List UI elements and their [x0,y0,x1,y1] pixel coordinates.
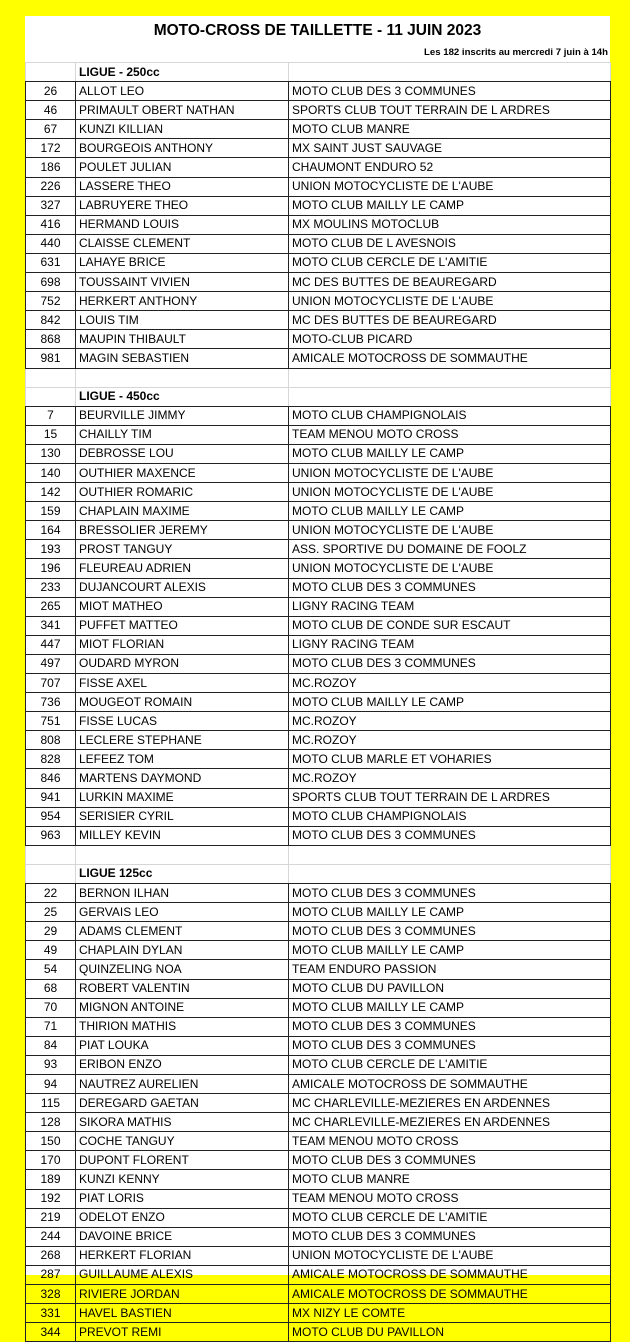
rider-name: HERKERT ANTHONY [76,292,289,311]
rider-number: 226 [26,177,76,196]
rider-name: FISSE LUCAS [76,712,289,731]
table-row [26,1170,611,1189]
rider-number: 170 [26,1151,76,1170]
table-row [26,578,611,597]
rider-number: 963 [26,826,76,845]
rider-number: 142 [26,483,76,502]
rider-name: ADAMS CLEMENT [76,922,289,941]
empty-cell [289,864,611,883]
table-row [26,502,611,521]
rider-number: 15 [26,425,76,444]
table-row [26,654,611,673]
rider-name: LEFEEZ TOM [76,750,289,769]
rider-name: MIGNON ANTOINE [76,998,289,1017]
rider-number: 981 [26,349,76,368]
category-header-row [26,387,611,406]
rider-name: OUTHIER ROMARIC [76,483,289,502]
table-row [26,1151,611,1170]
rider-name: ODELOT ENZO [76,1208,289,1227]
category-label: LIGUE - 250cc [76,63,289,82]
table-row [26,998,611,1017]
rider-name: DEBROSSE LOU [76,444,289,463]
rider-name: LASSERE THEO [76,177,289,196]
table-row [26,158,611,177]
rider-name: DAVOINE BRICE [76,1227,289,1246]
table-row [26,1113,611,1132]
table-row [26,1055,611,1074]
rider-name: KUNZI KILLIAN [76,120,289,139]
rider-club: UNION MOTOCYCLISTE DE L'AUBE [289,521,611,540]
table-row [26,1246,611,1265]
rider-club: MC.ROZOY [289,769,611,788]
rider-number: 265 [26,597,76,616]
rider-club: AMICALE MOTOCROSS DE SOMMAUTHE [289,349,611,368]
rider-club: MOTO CLUB CERCLE DE L'AMITIE [289,253,611,272]
rider-number: 189 [26,1170,76,1189]
rider-club: MC DES BUTTES DE BEAUREGARD [289,273,611,292]
rider-club: MOTO CLUB MAILLY LE CAMP [289,693,611,712]
rider-name: QUINZELING NOA [76,960,289,979]
empty-cell [26,845,76,864]
empty-cell [289,368,611,387]
table-row [26,1189,611,1208]
rider-name: POULET JULIAN [76,158,289,177]
table-row [26,1304,611,1323]
rider-club: MOTO CLUB MAILLY LE CAMP [289,941,611,960]
rider-name: NAUTREZ AURELIEN [76,1074,289,1093]
rider-number: 497 [26,654,76,673]
rider-club: MOTO CLUB DES 3 COMMUNES [289,1017,611,1036]
rider-club: MOTO CLUB DES 3 COMMUNES [289,884,611,903]
rider-club: CHAUMONT ENDURO 52 [289,158,611,177]
rider-club: MOTO CLUB DU PAVILLON [289,979,611,998]
rider-number: 440 [26,234,76,253]
rider-number: 172 [26,139,76,158]
table-row [26,597,611,616]
table-row [26,769,611,788]
rider-club: SPORTS CLUB TOUT TERRAIN DE L ARDRES [289,101,611,120]
rider-number: 84 [26,1036,76,1055]
table-row [26,826,611,845]
table-row [26,960,611,979]
rider-number: 115 [26,1094,76,1113]
rider-club: MOTO CLUB CHAMPIGNOLAIS [289,406,611,425]
rider-number: 130 [26,444,76,463]
table-row [26,82,611,101]
table-row [26,101,611,120]
rider-club: UNION MOTOCYCLISTE DE L'AUBE [289,483,611,502]
rider-number: 631 [26,253,76,272]
rider-club: AMICALE MOTOCROSS DE SOMMAUTHE [289,1265,611,1284]
rider-club: MOTO CLUB MAILLY LE CAMP [289,444,611,463]
entries-table [25,62,611,1342]
rider-name: HERMAND LOUIS [76,215,289,234]
rider-number: 842 [26,311,76,330]
rider-number: 233 [26,578,76,597]
rider-name: PUFFET MATTEO [76,616,289,635]
table-row [26,311,611,330]
rider-number: 164 [26,521,76,540]
rider-number: 751 [26,712,76,731]
rider-number: 49 [26,941,76,960]
table-row [26,540,611,559]
table-row [26,1227,611,1246]
rider-number: 707 [26,674,76,693]
rider-number: 196 [26,559,76,578]
table-row [26,788,611,807]
rider-number: 344 [26,1323,76,1342]
rider-number: 54 [26,960,76,979]
rider-club: MX MOULINS MOTOCLUB [289,215,611,234]
rider-number: 219 [26,1208,76,1227]
rider-name: PIAT LOUKA [76,1036,289,1055]
table-row [26,1017,611,1036]
rider-number: 128 [26,1113,76,1132]
rider-name: CLAISSE CLEMENT [76,234,289,253]
rider-club: MOTO CLUB MAILLY LE CAMP [289,196,611,215]
rider-name: ALLOT LEO [76,82,289,101]
empty-cell [289,63,611,82]
rider-club: MOTO CLUB DES 3 COMMUNES [289,1151,611,1170]
rider-number: 159 [26,502,76,521]
rider-club: AMICALE MOTOCROSS DE SOMMAUTHE [289,1074,611,1093]
table-row [26,1132,611,1151]
table-row [26,120,611,139]
rider-number: 67 [26,120,76,139]
rider-club: MOTO CLUB CERCLE DE L'AMITIE [289,1208,611,1227]
rider-club: UNION MOTOCYCLISTE DE L'AUBE [289,1246,611,1265]
rider-number: 193 [26,540,76,559]
rider-name: MAGIN SEBASTIEN [76,349,289,368]
table-row [26,674,611,693]
rider-number: 868 [26,330,76,349]
rider-number: 68 [26,979,76,998]
rider-name: OUTHIER MAXENCE [76,463,289,482]
table-row [26,731,611,750]
table-row [26,234,611,253]
rider-club: MOTO CLUB DES 3 COMMUNES [289,578,611,597]
table-row [26,903,611,922]
table-row [26,750,611,769]
rider-name: SIKORA MATHIS [76,1113,289,1132]
rider-club: UNION MOTOCYCLISTE DE L'AUBE [289,292,611,311]
entries-count-note: Les 182 inscrits au mercredi 7 juin à 14h [424,47,608,58]
rider-number: 94 [26,1074,76,1093]
table-row [26,406,611,425]
table-row [26,941,611,960]
rider-name: HERKERT FLORIAN [76,1246,289,1265]
rider-number: 327 [26,196,76,215]
rider-club: ASS. SPORTIVE DU DOMAINE DE FOOLZ [289,540,611,559]
rider-name: LECLERE STEPHANE [76,731,289,750]
rider-number: 846 [26,769,76,788]
rider-name: MOUGEOT ROMAIN [76,693,289,712]
rider-name: LOUIS TIM [76,311,289,330]
rider-club: MOTO CLUB MAILLY LE CAMP [289,502,611,521]
rider-name: RIVIERE JORDAN [76,1285,289,1304]
table-row [26,177,611,196]
table-row [26,425,611,444]
table-row [26,1074,611,1093]
rider-club: UNION MOTOCYCLISTE DE L'AUBE [289,559,611,578]
rider-name: CHAPLAIN MAXIME [76,502,289,521]
rider-number: 736 [26,693,76,712]
rider-number: 328 [26,1285,76,1304]
empty-cell [26,864,76,883]
table-row [26,273,611,292]
table-row [26,483,611,502]
rider-club: TEAM ENDURO PASSION [289,960,611,979]
rider-number: 29 [26,922,76,941]
rider-name: LABRUYERE THEO [76,196,289,215]
table-row [26,330,611,349]
rider-name: ERIBON ENZO [76,1055,289,1074]
table-row [26,979,611,998]
table-row [26,349,611,368]
rider-number: 941 [26,788,76,807]
rider-name: GERVAIS LEO [76,903,289,922]
empty-cell [289,387,611,406]
rider-number: 7 [26,406,76,425]
table-row [26,1265,611,1284]
table-row [26,1208,611,1227]
rider-number: 341 [26,616,76,635]
rider-club: MOTO CLUB DES 3 COMMUNES [289,1227,611,1246]
rider-club: MX NIZY LE COMTE [289,1304,611,1323]
table-row [26,559,611,578]
rider-club: MOTO CLUB MAILLY LE CAMP [289,998,611,1017]
table-row [26,1323,611,1342]
rider-club: MOTO CLUB DE L AVESNOIS [289,234,611,253]
table-row [26,635,611,654]
rider-number: 150 [26,1132,76,1151]
table-row [26,253,611,272]
rider-club: TEAM MENOU MOTO CROSS [289,1132,611,1151]
rider-name: BOURGEOIS ANTHONY [76,139,289,158]
rider-name: BERNON ILHAN [76,884,289,903]
empty-cell [26,387,76,406]
rider-name: TOUSSAINT VIVIEN [76,273,289,292]
rider-number: 698 [26,273,76,292]
rider-club: MOTO CLUB DES 3 COMMUNES [289,82,611,101]
rider-name: BRESSOLIER JEREMY [76,521,289,540]
rider-name: GUILLAUME ALEXIS [76,1265,289,1284]
rider-club: UNION MOTOCYCLISTE DE L'AUBE [289,463,611,482]
rider-club: MC.ROZOY [289,674,611,693]
table-row [26,1285,611,1304]
rider-name: MIOT MATHEO [76,597,289,616]
rider-club: SPORTS CLUB TOUT TERRAIN DE L ARDRES [289,788,611,807]
rider-name: HAVEL BASTIEN [76,1304,289,1323]
rider-club: MOTO CLUB MANRE [289,120,611,139]
table-row [26,884,611,903]
rider-club: TEAM MENOU MOTO CROSS [289,425,611,444]
rider-name: PREVOT REMI [76,1323,289,1342]
rider-name: MAUPIN THIBAULT [76,330,289,349]
rider-club: MC DES BUTTES DE BEAUREGARD [289,311,611,330]
table-row [26,616,611,635]
spacer-row [26,845,611,864]
empty-cell [76,845,289,864]
rider-club: MOTO CLUB DU PAVILLON [289,1323,611,1342]
rider-number: 186 [26,158,76,177]
rider-name: DUJANCOURT ALEXIS [76,578,289,597]
rider-name: BEURVILLE JIMMY [76,406,289,425]
rider-name: PROST TANGUY [76,540,289,559]
table-row [26,139,611,158]
rider-club: MX SAINT JUST SAUVAGE [289,139,611,158]
rider-club: MOTO CLUB DES 3 COMMUNES [289,1036,611,1055]
rider-number: 287 [26,1265,76,1284]
entry-list-sheet [25,16,610,1339]
spacer-row [26,368,611,387]
rider-name: CHAPLAIN DYLAN [76,941,289,960]
rider-number: 808 [26,731,76,750]
rider-name: LAHAYE BRICE [76,253,289,272]
table-row [26,922,611,941]
rider-name: PRIMAULT OBERT NATHAN [76,101,289,120]
table-row [26,807,611,826]
rider-name: SERISIER CYRIL [76,807,289,826]
rider-name: OUDARD MYRON [76,654,289,673]
rider-number: 331 [26,1304,76,1323]
rider-number: 46 [26,101,76,120]
rider-club: MOTO CLUB DES 3 COMMUNES [289,826,611,845]
rider-name: DEREGARD GAETAN [76,1094,289,1113]
rider-club: LIGNY RACING TEAM [289,597,611,616]
table-row [26,292,611,311]
rider-number: 93 [26,1055,76,1074]
category-label: LIGUE 125cc [76,864,289,883]
rider-number: 954 [26,807,76,826]
table-row [26,521,611,540]
document-title: MOTO-CROSS DE TAILLETTE - 11 JUIN 2023 [153,22,482,39]
rider-number: 447 [26,635,76,654]
rider-club: LIGNY RACING TEAM [289,635,611,654]
empty-cell [26,368,76,387]
rider-club: MOTO CLUB DE CONDE SUR ESCAUT [289,616,611,635]
rider-club: MOTO CLUB MARLE ET VOHARIES [289,750,611,769]
table-row [26,196,611,215]
table-row [26,1094,611,1113]
rider-name: DUPONT FLORENT [76,1151,289,1170]
rider-club: UNION MOTOCYCLISTE DE L'AUBE [289,177,611,196]
rider-club: MC CHARLEVILLE-MEZIERES EN ARDENNES [289,1113,611,1132]
rider-name: ROBERT VALENTIN [76,979,289,998]
rider-number: 22 [26,884,76,903]
rider-name: KUNZI KENNY [76,1170,289,1189]
rider-club: MOTO CLUB DES 3 COMMUNES [289,922,611,941]
rider-number: 25 [26,903,76,922]
rider-club: MC.ROZOY [289,731,611,750]
category-header-row [26,864,611,883]
rider-club: MOTO-CLUB PICARD [289,330,611,349]
rider-number: 140 [26,463,76,482]
rider-club: TEAM MENOU MOTO CROSS [289,1189,611,1208]
table-row [26,463,611,482]
rider-club: MOTO CLUB MANRE [289,1170,611,1189]
rider-name: PIAT LORIS [76,1189,289,1208]
rider-number: 70 [26,998,76,1017]
rider-name: FLEUREAU ADRIEN [76,559,289,578]
rider-number: 416 [26,215,76,234]
rider-name: MILLEY KEVIN [76,826,289,845]
rider-name: MARTENS DAYMOND [76,769,289,788]
table-row [26,444,611,463]
rider-club: MC.ROZOY [289,712,611,731]
empty-cell [289,845,611,864]
rider-number: 828 [26,750,76,769]
table-row [26,1036,611,1055]
empty-cell [26,63,76,82]
rider-club: MC CHARLEVILLE-MEZIERES EN ARDENNES [289,1094,611,1113]
rider-number: 26 [26,82,76,101]
rider-club: AMICALE MOTOCROSS DE SOMMAUTHE [289,1285,611,1304]
category-label: LIGUE - 450cc [76,387,289,406]
rider-number: 268 [26,1246,76,1265]
rider-club: MOTO CLUB DES 3 COMMUNES [289,654,611,673]
rider-name: FISSE AXEL [76,674,289,693]
rider-name: MIOT FLORIAN [76,635,289,654]
table-row [26,215,611,234]
category-header-row [26,63,611,82]
rider-name: COCHE TANGUY [76,1132,289,1151]
table-row [26,712,611,731]
rider-club: MOTO CLUB CERCLE DE L'AMITIE [289,1055,611,1074]
empty-cell [76,368,289,387]
rider-number: 752 [26,292,76,311]
rider-number: 71 [26,1017,76,1036]
rider-club: MOTO CLUB MAILLY LE CAMP [289,903,611,922]
table-row [26,693,611,712]
rider-club: MOTO CLUB CHAMPIGNOLAIS [289,807,611,826]
rider-name: THIRION MATHIS [76,1017,289,1036]
rider-number: 192 [26,1189,76,1208]
rider-name: LURKIN MAXIME [76,788,289,807]
rider-name: CHAILLY TIM [76,425,289,444]
rider-number: 244 [26,1227,76,1246]
